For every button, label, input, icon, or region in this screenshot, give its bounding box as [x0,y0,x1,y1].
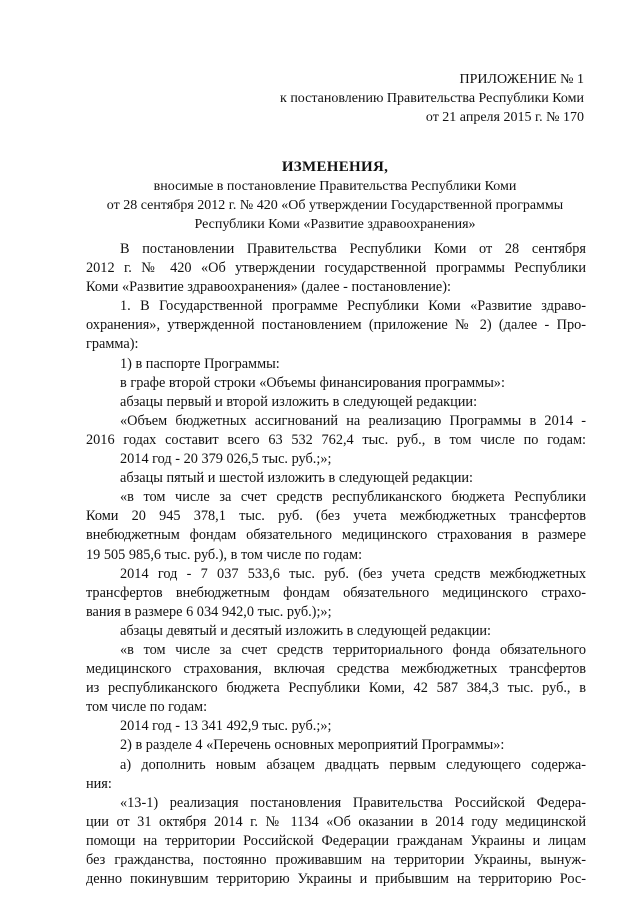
body-line: трансфертов внебюджетным фондам обязательного медицинского страхо- [86,584,586,601]
body-line: абзацы пятый и шестой изложить в следующей редакции: [120,470,474,487]
body-line: абзацы девятый и десятый изложить в следующей редакции: [120,622,492,639]
body-line: охранения», утвержденной постановлением (приложение № 2) (далее - Про- [86,317,586,334]
body-line: «в том числе за счет средств территориального фонда обязательного [120,641,586,658]
body-line: а) дополнить новым абзацем двадцать первым следующего содержа- [120,756,586,773]
document-title: ИЗМЕНЕНИЯ, [281,159,389,175]
body-line: помощи на территории Российской Федерации гражданам Украины и лицам [86,832,586,849]
body-line: медицинского страхования, включая средства межбюджетных трансфертов [86,661,586,678]
body-line: ния: [86,775,112,792]
appendix-reference: к постановлению Правительства Республики Коми [280,91,584,106]
body-line: вания в размере 6 034 942,0 тыс. руб.);»; [86,603,332,620]
body-line: 1) в паспорте Программы: [120,355,280,372]
body-line: 2012 г. № 420 «Об утверждении государственной программы Республики [86,260,586,277]
body-line: 19 505 985,6 тыс. руб.), в том числе по годам: [86,546,363,563]
body-line: Коми «Развитие здравоохранения» (далее - постановление): [86,279,452,296]
body-line: В постановлении Правительства Республики Коми от 28 сентября [120,241,586,257]
document-body [86,240,586,889]
document-subtitle-line: Республики Коми «Развитие здравоохранения» [194,217,476,232]
body-line: «13-1) реализация постановления Правительства Российской Федера- [120,794,586,811]
body-line: Коми 20 945 378,1 тыс. руб. (без учета межбюджетных трансфертов [86,508,586,525]
appendix-header [280,70,584,127]
body-line: в графе второй строки «Объемы финансирования программы»: [120,374,505,391]
body-line: абзацы первый и второй изложить в следующей редакции: [120,393,478,410]
body-line: без гражданства, постоянно проживавшим на территории Украины, вынуж- [86,852,586,868]
document-subtitle-line: вносимые в постановление Правительства Республики Коми [153,179,517,194]
body-line: 2014 год - 7 037 533,6 тыс. руб. (без учета средств межбюджетных [120,565,586,582]
body-line: денно покинувшим территорию Украины и прибывшим на территорию Рос- [86,871,586,888]
body-line: 2014 год - 13 341 492,9 тыс. руб.;»; [120,718,332,735]
body-line: 2) в разделе 4 «Перечень основных мероприятий Программы»: [120,737,505,754]
body-line: ции от 31 октября 2014 г. № 1134 «Об оказании в 2014 году медицинской [86,813,586,830]
body-line: 2016 годах составит всего 63 532 762,4 тыс. руб., в том числе по годам: [86,431,586,448]
body-line: грамма): [86,336,139,353]
body-line: том числе по годам: [86,699,208,716]
body-line: внебюджетным фондам обязательного медицинского страхования в размере [86,527,586,544]
body-line: «в том числе за счет средств республиканского бюджета Республики [120,489,586,506]
appendix-date: от 21 апреля 2015 г. № 170 [425,110,584,125]
document-subtitle-line: от 28 сентября 2012 г. № 420 «Об утверждении Государственной программы [106,198,564,213]
body-line: 1. В Государственной программе Республики Коми «Развитие здраво- [120,298,586,315]
appendix-number: ПРИЛОЖЕНИЕ № 1 [459,72,584,87]
body-line: 2014 год - 20 379 026,5 тыс. руб.;»; [120,451,332,468]
body-line: «Объем бюджетных ассигнований на реализацию Программы в 2014 - [120,412,586,429]
body-line: из республиканского бюджета Республики Коми, 42 587 384,3 тыс. руб., в [86,680,586,697]
document-heading [70,157,600,234]
